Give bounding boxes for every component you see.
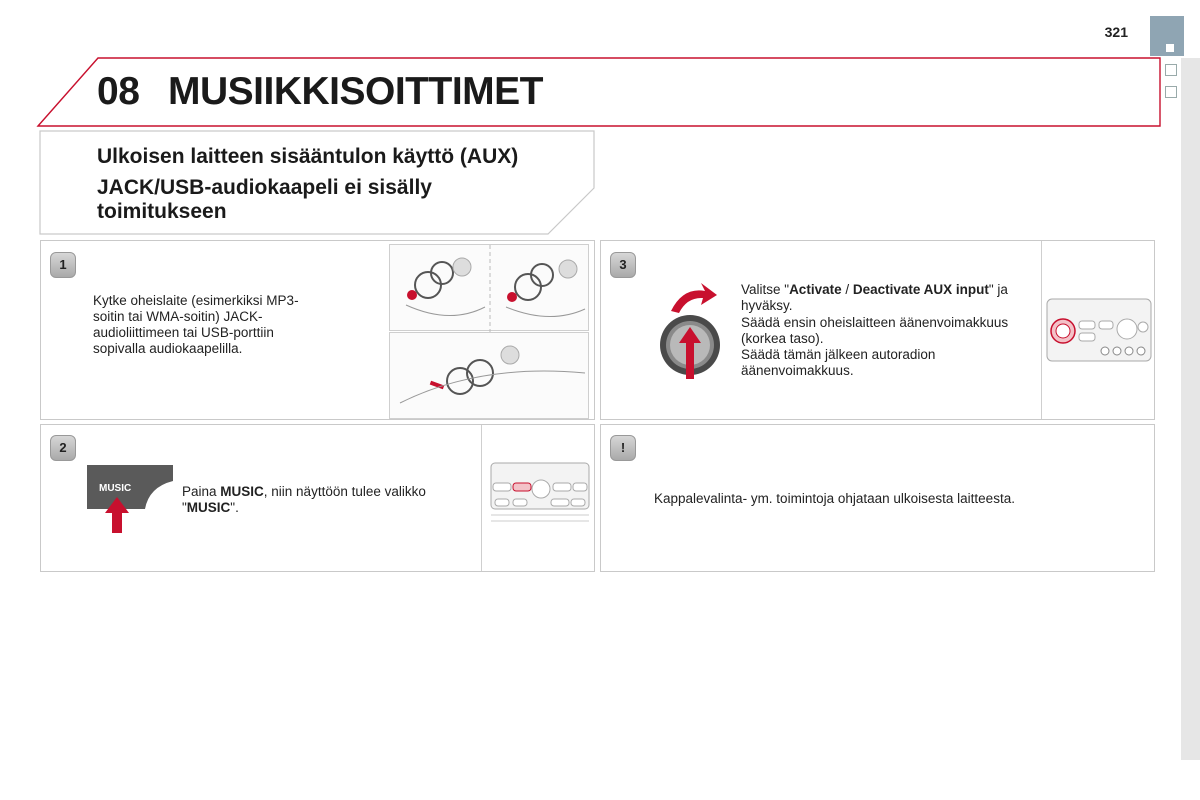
step-1-badge: 1 (50, 252, 76, 278)
usb-plug-icon (390, 245, 590, 332)
radio-panel-icon (489, 457, 591, 535)
note-text: Kappalevalinta- ym. toimintoja ohjataan ulkoisesta laitteesta. (654, 491, 1015, 506)
usb-plug-icon-2 (390, 333, 590, 420)
step-2-text: Paina MUSIC, niin näyttöön tulee valikko "MUSIC". (182, 484, 426, 515)
step-2-divider (481, 425, 482, 571)
section-title: Ulkoisen laitteen sisääntulon käyttö (AUX) (97, 145, 519, 168)
step-3-para-3: Säädä tämän jälkeen autoradion äänenvoimakkuus. (741, 347, 936, 378)
step-3-para-2: Säädä ensin oheislaitteen äänenvoimakkuus (korkea taso). (741, 315, 1009, 346)
music-key-label: MUSIC (99, 483, 132, 494)
step-2-badge: 2 (50, 435, 76, 461)
rotary-knob-icon (657, 281, 723, 381)
section-subtitle-1: JACK/USB-audiokaapeli ei sisälly (97, 176, 432, 199)
chapter-number: 08 (97, 70, 140, 113)
note-panel (600, 424, 1155, 572)
scrollbar[interactable] (1181, 58, 1200, 760)
music-button-icon (87, 465, 173, 535)
step-3-instruction: Valitse "Activate / Deactivate AUX input" ja hyväksy. (741, 282, 1008, 313)
step-2-panel (40, 424, 595, 572)
step-3-divider (1041, 241, 1042, 419)
step-3-badge: 3 (610, 252, 636, 278)
step-1-panel (40, 240, 595, 420)
section-subtitle-2: toimitukseen (97, 200, 227, 223)
chapter-title: MUSIIKKISOITTIMET (168, 70, 543, 113)
step-3-text (741, 282, 1011, 379)
usb-port-figure-top (389, 244, 589, 331)
step-1-text: Kytke oheislaite (esimerkiksi MP3-soitin tai WMA-soitin) JACK-audioliittimeen tai USB-porttiin sopivalla audiokaapelilla. (93, 293, 299, 356)
warning-icon: ! (610, 435, 636, 461)
radio-front-icon (1045, 297, 1153, 365)
usb-port-figure-bottom (389, 332, 589, 419)
page-number: 321 (1104, 24, 1128, 40)
step-3-panel (600, 240, 1155, 420)
